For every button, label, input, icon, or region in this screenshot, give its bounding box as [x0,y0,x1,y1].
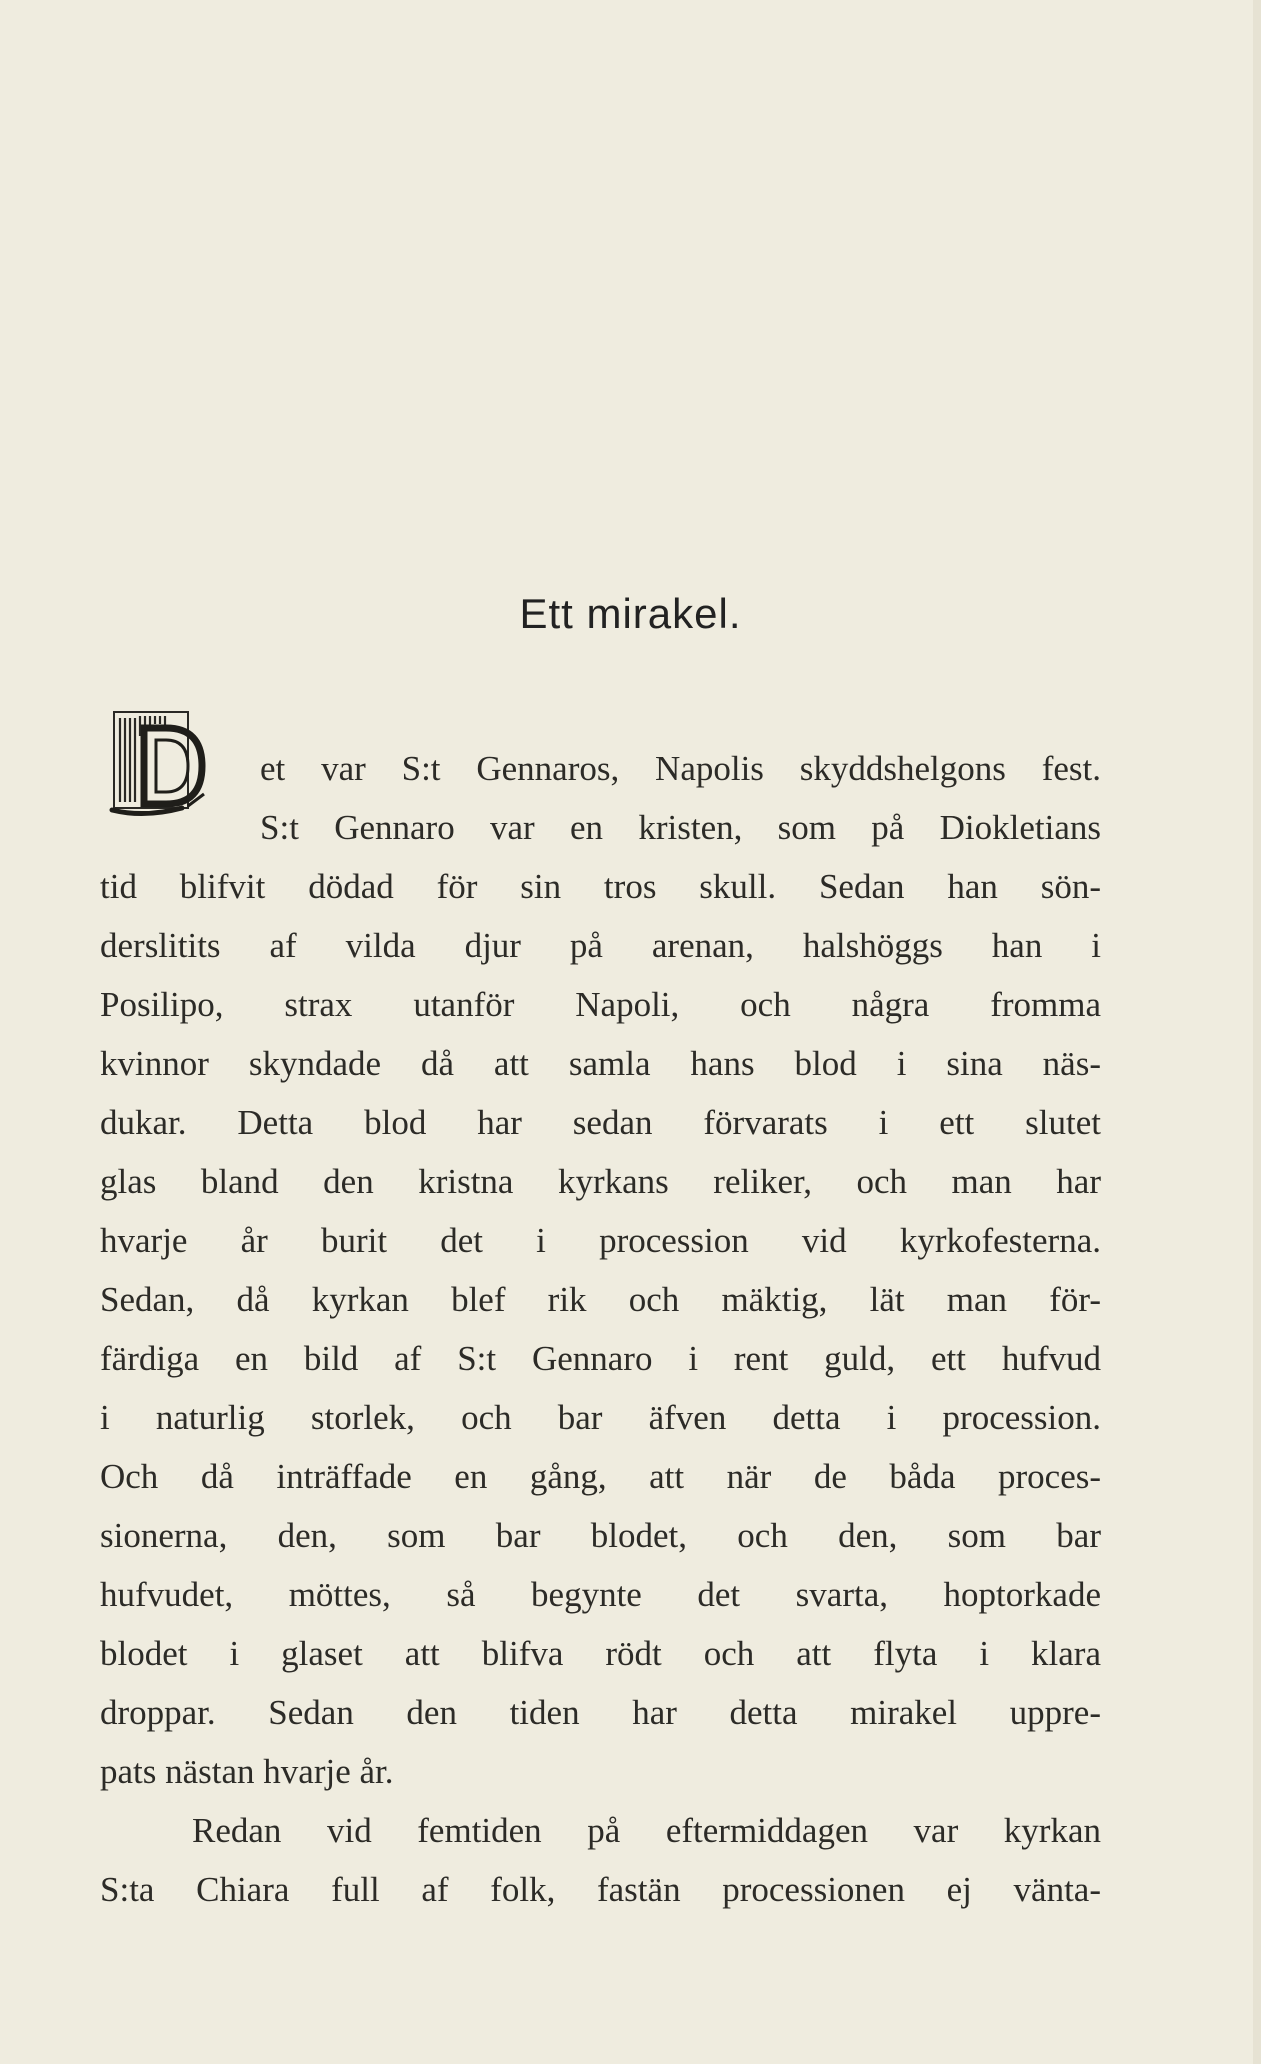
text-line: derslitits af vilda djur på arenan, halshöggs han i [100,926,1101,965]
text-line: sionerna, den, som bar blodet, och den, som bar [100,1516,1101,1555]
text-line: Och då inträffade en gång, att när de båda proces- [100,1457,1101,1496]
text-line: droppar. Sedan den tiden har detta mirakel uppre- [100,1693,1101,1732]
text-line: S:ta Chiara full af folk, fastän processionen ej vänta- [100,1870,1101,1909]
text-line: blodet i glaset att blifva rödt och att flyta i klara [100,1634,1101,1673]
text-line: et var S:t Gennaros, Napolis skyddshelgons fest. [260,749,1101,788]
text-line: hvarje år burit det i procession vid kyrkofesterna. [100,1221,1101,1260]
text-line: tid blifvit dödad för sin tros skull. Sedan han sön- [100,867,1101,906]
text-line: Posilipo, strax utanför Napoli, och några fromma [100,985,1101,1024]
text-line: hufvudet, möttes, så begynte det svarta, hoptorkade [100,1575,1101,1614]
text-line: pats nästan hvarje år. [100,1752,394,1791]
text-line: färdiga en bild af S:t Gennaro i rent guld, ett hufvud [100,1339,1101,1378]
text-line: Redan vid femtiden på eftermiddagen var kyrkan [192,1811,1101,1850]
text-line: glas bland den kristna kyrkans reliker, och man har [100,1162,1101,1201]
text-line: S:t Gennaro var en kristen, som på Diokletians [260,808,1101,847]
text-line: dukar. Detta blod har sedan förvarats i ett slutet [100,1103,1101,1142]
text-line: i naturlig storlek, och bar äfven detta i procession. [100,1398,1101,1437]
chapter-title: Ett mirakel. [519,590,742,637]
body-text [100,739,1101,1919]
text-line: Sedan, då kyrkan blef rik och mäktig, lät man för- [100,1280,1101,1319]
scan-edge [1253,0,1261,2064]
text-line: kvinnor skyndade då att samla hans blod i sina näs- [100,1044,1101,1083]
